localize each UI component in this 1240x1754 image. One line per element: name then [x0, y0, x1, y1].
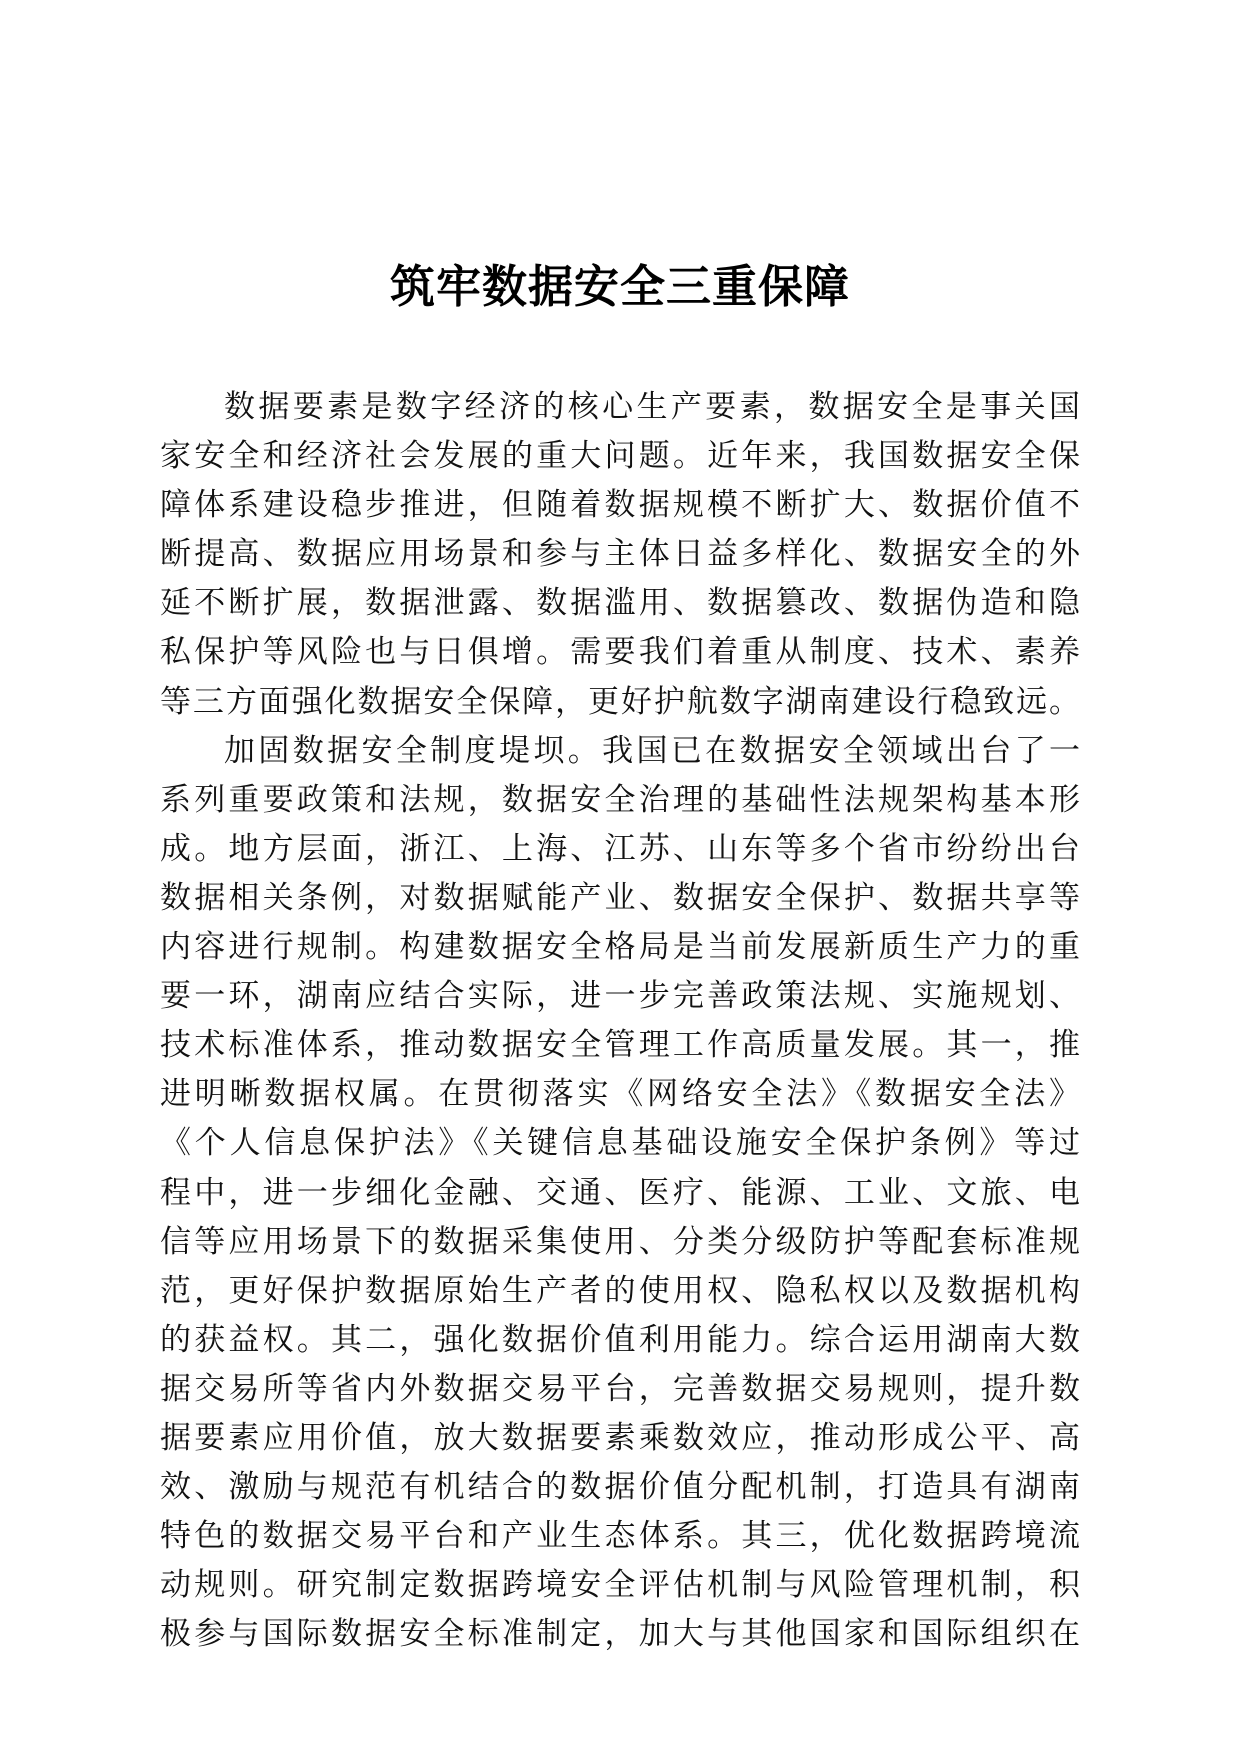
paragraph-line: 据要素应用价值，放大数据要素乘数效应，推动形成公平、高	[160, 1419, 1080, 1456]
paragraph-line: 《个人信息保护法》《关键信息基础设施安全保护条例》等过	[160, 1125, 1080, 1162]
paragraph-line: 系列重要政策和法规，数据安全治理的基础性法规架构基本形	[160, 781, 1080, 818]
paragraph-line: 内容进行规制。构建数据安全格局是当前发展新质生产力的重	[160, 929, 1080, 966]
document-body	[160, 383, 1080, 1659]
paragraph-line: 据交易所等省内外数据交易平台，完善数据交易规则，提升数	[160, 1370, 1080, 1407]
paragraph-line: 范，更好保护数据原始生产者的使用权、隐私权以及数据机构	[160, 1272, 1080, 1309]
paragraph-line: 程中，进一步细化金融、交通、医疗、能源、工业、文旅、电	[160, 1174, 1080, 1211]
paragraph-line: 信等应用场景下的数据采集使用、分类分级防护等配套标准规	[160, 1223, 1080, 1260]
paragraph-line: 障体系建设稳步推进，但随着数据规模不断扩大、数据价值不	[160, 487, 1080, 524]
paragraph-line: 家安全和经济社会发展的重大问题。近年来，我国数据安全保	[160, 438, 1080, 475]
paragraph-line: 成。地方层面，浙江、上海、江苏、山东等多个省市纷纷出台	[160, 830, 1080, 867]
paragraph-line: 特色的数据交易平台和产业生态体系。其三，优化数据跨境流	[160, 1518, 1080, 1555]
paragraph-line: 延不断扩展，数据泄露、数据滥用、数据篡改、数据伪造和隐	[160, 585, 1080, 622]
paragraph-line: 私保护等风险也与日俱增。需要我们着重从制度、技术、素养	[160, 634, 1080, 671]
paragraph-line: 等三方面强化数据安全保障，更好护航数字湖南建设行稳致远。	[160, 683, 1080, 720]
paragraph-line: 动规则。研究制定数据跨境安全评估机制与风险管理机制，积	[160, 1567, 1080, 1604]
paragraph-line: 极参与国际数据安全标准制定，加大与其他国家和国际组织在	[160, 1616, 1080, 1653]
paragraph-line: 技术标准体系，推动数据安全管理工作高质量发展。其一，推	[160, 1027, 1080, 1064]
paragraph-line: 进明晰数据权属。在贯彻落实《网络安全法》《数据安全法》	[160, 1076, 1080, 1113]
paragraph-line: 断提高、数据应用场景和参与主体日益多样化、数据安全的外	[160, 536, 1080, 573]
document-title: 筑牢数据安全三重保障	[389, 260, 850, 313]
paragraph-line: 要一环，湖南应结合实际，进一步完善政策法规、实施规划、	[160, 978, 1080, 1015]
paragraph-line: 效、激励与规范有机结合的数据价值分配机制，打造具有湖南	[160, 1469, 1080, 1506]
paragraph-line: 的获益权。其二，强化数据价值利用能力。综合运用湖南大数	[160, 1321, 1080, 1358]
paragraph-line: 加固数据安全制度堤坝。我国已在数据安全领域出台了一	[224, 732, 1080, 769]
paragraph-line: 数据要素是数字经济的核心生产要素，数据安全是事关国	[224, 389, 1080, 425]
paragraph-line: 数据相关条例，对数据赋能产业、数据安全保护、数据共享等	[160, 879, 1080, 916]
